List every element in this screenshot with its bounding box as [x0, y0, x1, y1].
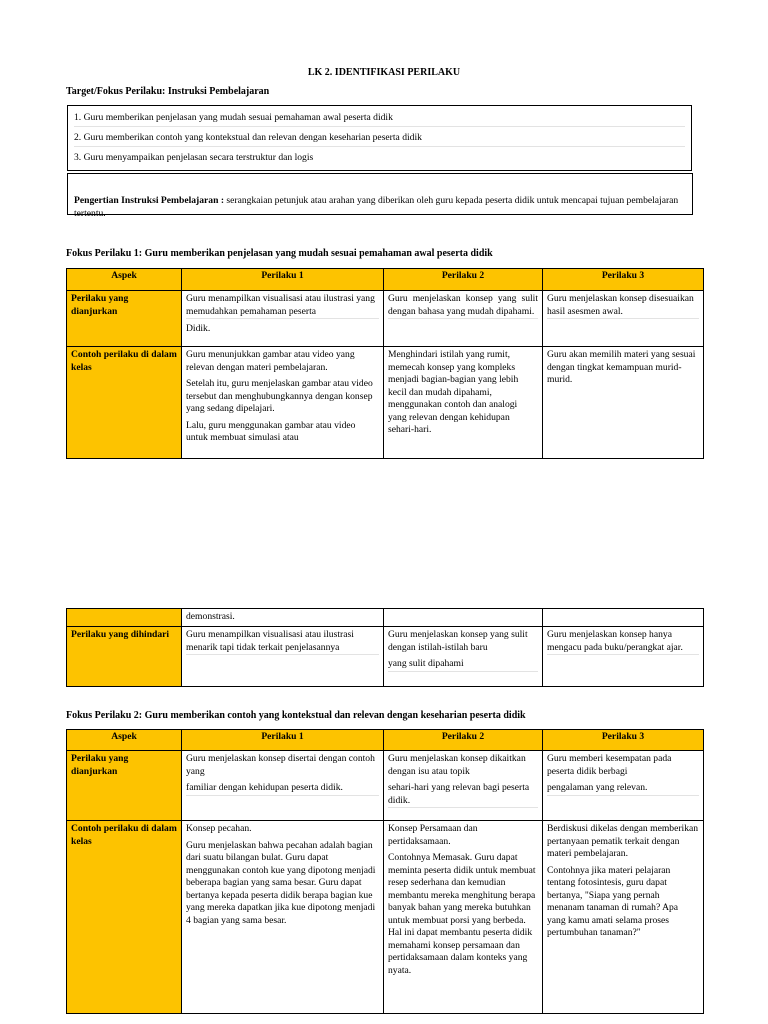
cell-text: sehari-hari yang relevan bagi peserta didik.	[388, 782, 538, 808]
cell-text: Konsep pecahan.	[186, 823, 252, 834]
section1-title: Fokus Perilaku 1: Guru memberikan penjelasan yang mudah sesuai pemahaman awal peserta didik	[66, 248, 493, 259]
definition-box	[67, 173, 693, 219]
header-aspek: Aspek	[67, 730, 182, 751]
cell-text: Berdiskusi dikelas dengan memberikan pertanyaan pematik terkait dengan materi pembelajaran.	[547, 823, 699, 859]
cell-contoh-2	[384, 347, 543, 459]
row-label-dianjurkan: Perilaku yang dianjurkan	[67, 291, 182, 347]
cell-text: Guru menampilkan visualisasi atau ilustrasi menarik tapi tidak terkait penjelasannya	[186, 629, 379, 655]
cell-dihindari-3	[543, 627, 704, 687]
section2-table	[66, 729, 704, 1014]
cell-contoh-3	[543, 821, 704, 1014]
cell-text: Guru menunjukkan gambar atau video yang relevan dengan materi pembelajaran.	[186, 349, 355, 373]
cell-text: Guru menjelaskan konsep disesuaikan hasil asesmen awal.	[547, 293, 699, 319]
cell-text: Setelah itu, guru menjelaskan gambar atau video tersebut dan menghubungkannya dengan konsep yang sedang dipelajari.	[186, 378, 373, 414]
cell-text: Guru memberi kesempatan pada peserta didik berbagi	[547, 753, 672, 777]
cell-contoh-1	[182, 821, 384, 1014]
cell-contoh-3	[543, 347, 704, 459]
definition-term: Pengertian Instruksi Pembelajaran :	[74, 195, 225, 206]
cell-text: Guru menjelaskan konsep hanya mengacu pada buku/perangkat ajar.	[547, 629, 699, 655]
cell-text: Guru menjelaskan konsep dikaitkan dengan isu atau topik	[388, 753, 526, 777]
header-perilaku-3: Perilaku 3	[543, 730, 704, 751]
cell-text: pengalaman yang relevan.	[547, 782, 699, 796]
header-perilaku-1: Perilaku 1	[182, 730, 384, 751]
cell-text: Didik.	[186, 323, 211, 334]
cell-contoh-1	[182, 347, 384, 459]
cell-text: Guru menampilkan visualisasi atau ilustrasi yang memudahkan pemahaman peserta	[186, 293, 379, 319]
cell-dianjurkan-1	[182, 291, 384, 347]
row-label-blank	[67, 609, 182, 627]
cell-text: Guru menjelaskan konsep yang sulit dengan istilah-istilah baru	[388, 629, 528, 653]
cell-dianjurkan-3	[543, 751, 704, 821]
cell-text: Guru menjelaskan konsep disertai dengan contoh yang	[186, 753, 375, 777]
definition-text: serangkaian petunjuk atau arahan yang diberikan oleh guru kepada peserta didik untuk mencapai tujuan pembelajaran tertentu.	[74, 195, 679, 219]
cell-text: Guru menjelaskan konsep yang sulit dengan bahasa yang mudah dipahami.	[388, 293, 538, 319]
cell-dihindari-2	[384, 627, 543, 687]
cell-dianjurkan-2	[384, 291, 543, 347]
cell-text: Guru akan memilih materi yang sesuai dengan tingkat kemampuan murid-murid.	[547, 349, 696, 385]
focus-list-item: 3. Guru menyampaikan penjelasan secara terstruktur dan logis	[74, 152, 314, 163]
focus-list-box	[67, 105, 692, 171]
row-label-contoh: Contoh perilaku di dalam kelas	[67, 821, 182, 1014]
cell-text: Contohnya Memasak. Guru dapat meminta peserta didik untuk membuat resep sederhana dan kemudian membantu mereka menghitung berapa banyak bahan yang mereka butuhkan untuk membuat porsi yang berbeda. Hal ini dapat membantu peserta didik memahami konsep persamaan dan pertidaksamaan dalam konteks yang nyata.	[388, 852, 536, 976]
cell-contoh-2	[384, 821, 543, 1014]
row-label-dihindari: Perilaku yang dihindari	[67, 627, 182, 687]
header-aspek: Aspek	[67, 269, 182, 291]
cell-dianjurkan-3	[543, 291, 704, 347]
cell-text: Guru menjelaskan bahwa pecahan adalah bagian dari suatu bilangan bulat. Guru dapat menggunakan contoh kue yang dipotong menjadi beberapa bagian yang sama besar. Guru dapat bertanya kepada peserta didik berapa bagian kue yang mereka dapatkan jika kue dipotong menjadi 4 bagian yang sama besar.	[186, 839, 376, 926]
cell-text: Contohnya jika materi pelajaran tentang fotosintesis, guru dapat bertanya, "Siapa yang pernah menanam tanaman di rumah? Apa yang kamu amati selama proses pertumbuhan tanaman?"	[547, 864, 679, 938]
document-title: LK 2. IDENTIFIKASI PERILAKU	[307, 67, 461, 78]
cell-dihindari-1	[182, 627, 384, 687]
header-perilaku-1: Perilaku 1	[182, 269, 384, 291]
section2-title: Fokus Perilaku 2: Guru memberikan contoh yang kontekstual dan relevan dengan keseharian peserta didik	[66, 710, 526, 721]
cell-continued-text: demonstrasi.	[182, 609, 384, 627]
cell-dianjurkan-2	[384, 751, 543, 821]
header-perilaku-2: Perilaku 2	[384, 730, 543, 751]
cell-empty	[543, 609, 704, 627]
header-perilaku-3: Perilaku 3	[543, 269, 704, 291]
cell-text: Menghindari istilah yang rumit, memecah konsep yang kompleks menjadi bagian-bagian yang lebih kecil dan mudah dipahami, menggunakan contoh dan analogi yang relevan dengan kehidupan sehari-hari.	[388, 349, 519, 435]
target-focus-line: Target/Fokus Perilaku: Instruksi Pembelajaran	[66, 86, 270, 97]
section1-table	[66, 268, 704, 459]
row-label-dianjurkan: Perilaku yang dianjurkan	[67, 751, 182, 821]
focus-list-item: 2. Guru memberikan contoh yang kontekstual dan relevan dengan keseharian peserta didik	[74, 132, 685, 147]
cell-dianjurkan-1	[182, 751, 384, 821]
row-label-contoh: Contoh perilaku di dalam kelas	[67, 347, 182, 459]
header-perilaku-2: Perilaku 2	[384, 269, 543, 291]
focus-list-item: 1. Guru memberikan penjelasan yang mudah sesuai pemahaman awal peserta didik	[74, 112, 685, 127]
section1-table-continued	[66, 608, 704, 687]
cell-empty	[384, 609, 543, 627]
cell-text: Lalu, guru menggunakan gambar atau video untuk membuat simulasi atau	[186, 419, 356, 443]
cell-text: yang sulit dipahami	[388, 658, 538, 672]
cell-text: familiar dengan kehidupan peserta didik.	[186, 782, 379, 796]
cell-text: Konsep Persamaan dan pertidaksamaan.	[388, 823, 478, 847]
